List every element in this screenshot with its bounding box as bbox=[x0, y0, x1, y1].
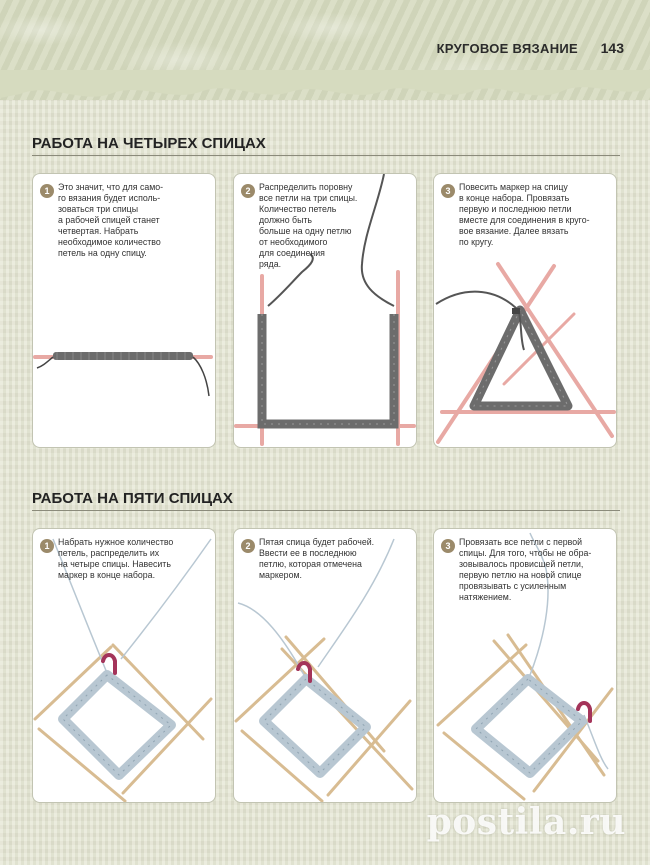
section-divider bbox=[32, 155, 620, 156]
watermark-text: postila.ru bbox=[426, 801, 626, 843]
step-number-badge: 3 bbox=[441, 184, 455, 198]
step-instruction: Набрать нужное количество петель, распределить их на четыре спицы. Навесить маркер в конце набора. bbox=[58, 537, 174, 580]
section-divider bbox=[32, 510, 620, 511]
step-card-four-1 bbox=[32, 173, 216, 448]
page-number: 143 bbox=[600, 40, 624, 56]
step-card-four-3 bbox=[433, 173, 617, 448]
step-instruction: Провязать все петли с первой спицы. Для того, чтобы не обра- зовывалось провисшей петли, первую петлю на новой спице провязывать с усиленным натяжением. bbox=[459, 537, 592, 602]
step-card-five-3 bbox=[433, 528, 617, 803]
step-instruction: Повесить маркер на спицу в конце набора. Провязать первую и последнюю петли вместе для соединения в круго- вое вязание. Далее вязать по кругу. bbox=[459, 182, 590, 247]
step-card-five-2 bbox=[233, 528, 417, 803]
step-number-badge: 2 bbox=[241, 184, 255, 198]
step-instruction: Распределить поровну все петли на три спицы. Количество петель должно быть больше на одну петлю от необходимого для соединения ряда. bbox=[259, 182, 358, 269]
step-card-four-2 bbox=[233, 173, 417, 448]
running-head: КРУГОВОЕ ВЯЗАНИЕ bbox=[436, 41, 578, 56]
step-number-badge: 3 bbox=[441, 539, 455, 553]
step-card-five-1 bbox=[32, 528, 216, 803]
step-number-badge: 2 bbox=[241, 539, 255, 553]
page-header bbox=[0, 0, 650, 100]
section-title-five-needles: РАБОТА НА ПЯТИ СПИЦАХ bbox=[32, 490, 233, 507]
header-wave-edge bbox=[0, 70, 650, 120]
section-title-four-needles: РАБОТА НА ЧЕТЫРЕХ СПИЦАХ bbox=[32, 135, 266, 152]
step-number-badge: 1 bbox=[40, 539, 54, 553]
step-instruction: Пятая спица будет рабочей. Ввести ее в последнюю петлю, которая отмечена маркером. bbox=[259, 537, 375, 580]
step-instruction: Это значит, что для само- го вязания будет исполь- зоваться три спицы а рабочей спицей станет четвертая. Набрать необходимое количество петель на одну спицу. bbox=[58, 182, 164, 258]
step-number-badge: 1 bbox=[40, 184, 54, 198]
